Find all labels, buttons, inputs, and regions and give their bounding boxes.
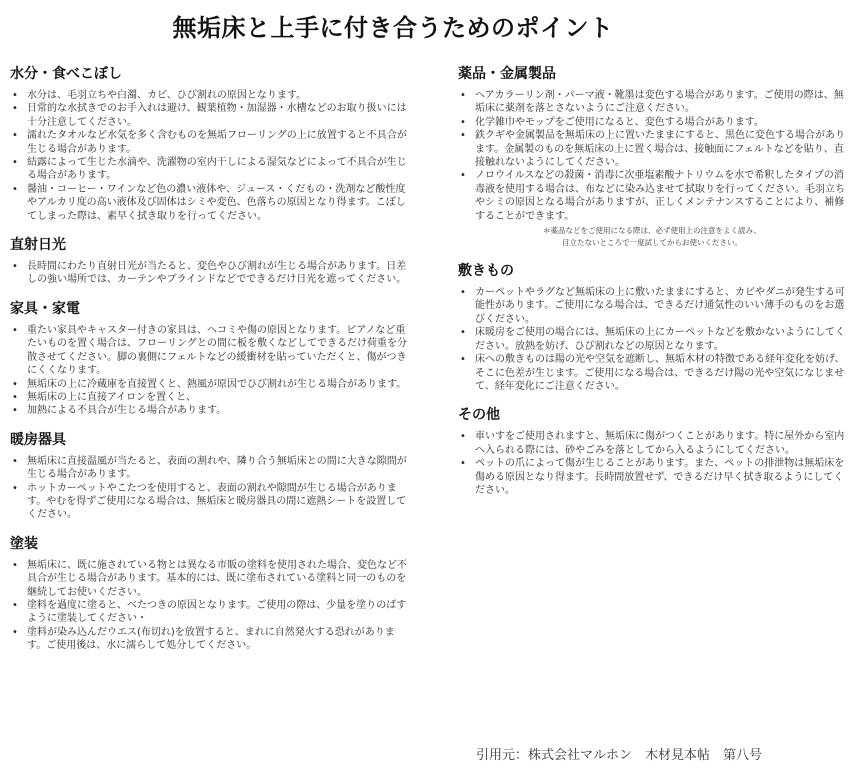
list-item-text: 醤油・コーヒー・ワインなど色の濃い液体や、ジュース・くだもの・洗剤など酸性度やアルカリ度の高い液体及び固体はシミや変色、色落ちの原因となり得ます。こぼしてしまった際は、素早く拭き取りを行ってください。	[27, 183, 406, 222]
bullet-icon: •	[12, 324, 18, 336]
list-item-text: 無垢床の上に直接アイロンを置くと、	[27, 391, 197, 403]
section-title: 暖房器具	[10, 431, 66, 448]
bullet-icon: •	[460, 130, 466, 142]
section-title: 水分・食べこぼし	[10, 66, 122, 82]
list-item-text: カーペットやラグなど無垢床の上に敷いたままにすると、カビやダニが発生する可能性があります。ご使用になる場合は、できるだけ通気性のいい薄手のものをお選びください。	[475, 287, 845, 325]
list-item	[458, 430, 846, 457]
bullet-icon: •	[12, 157, 18, 169]
source-citation: 引用元：株式会社マルホン 木材見本帖 第八号	[476, 748, 763, 763]
list-item-text: 塗料が染み込んだウエス(布切れ)を放置すると、まれに自然発火する恐れがあります。ご使用後は、水に濡らして処分してください。	[27, 626, 395, 652]
list-item-text: 水分は、毛羽立ちや白濁、カビ、ひび割れの原因となります。	[27, 90, 307, 101]
list-item-text: 無垢床に、既に施されている物とは異なる市販の塗料を使用された場合、変色など不具合が生じる場合があります。基本的には、既に塗布されている塗料と同一のものを継続してお使いください。	[27, 559, 407, 598]
list-item	[10, 89, 410, 102]
bullet-list	[458, 430, 846, 497]
list-item	[10, 129, 410, 156]
section	[10, 66, 410, 223]
list-item-text: 重たい家具やキャスター付きの家具は、ヘコミや傷の原因となります。ピアノなど重たいものを置く場合は、フローリングとの間に板を敷くなどしてできるだけ荷重を分散させてください。脚の裏側にフェルトなどの緩衝材を貼っていただくと、傷がつきにくくなります。	[27, 324, 407, 377]
bullet-list	[10, 260, 410, 287]
list-item-text: ノロウイルスなどの殺菌・消毒に次亜塩素酸ナトリウムを水で希釈したタイプの消毒液を使用する場合は、布などに染み込ませて拭取りを行ってください。毛羽立ちやシミの原因となる場合がありますが、正しくメンテナンスすることにより、補修することができます。	[475, 170, 845, 222]
left-column	[10, 66, 410, 667]
list-item-text: 濡れたタオルなど水気を多く含むものを無垢フローリングの上に放置すると不具合が生じる場合があります。	[27, 130, 407, 155]
list-item	[458, 169, 846, 223]
list-item-text: 長時間にわたり直射日光が当たると、変色やひび割れが生じる場合があります。日差しの強い場所では、カーテンやブラインドなどでできるだけ日光を遮ってください。	[27, 261, 407, 286]
bullet-icon: •	[460, 116, 466, 128]
bullet-icon: •	[12, 183, 18, 195]
bullet-icon: •	[12, 391, 18, 403]
section-title: 敷きもの	[458, 263, 514, 280]
list-item-text: 結露によって生じた水滴や、洗濯物の室内干しによる湿気などによって不具合が生じる場合があります。	[27, 157, 407, 182]
list-item	[10, 378, 410, 391]
list-item	[10, 559, 410, 599]
section-title: 塗装	[10, 535, 38, 552]
section	[458, 407, 846, 497]
list-item-text: ホットカーペットやこたつを使用すると、表面の割れや隙間が生じる場合があります。やむを得ずご使用になる場合は、無垢床と暖房器具の間に遮熱シートを設置してください。	[27, 482, 407, 521]
list-item	[458, 326, 846, 353]
list-item	[458, 89, 846, 116]
list-item-text: 車いすをご使用されますと、無垢床に傷がつくことがあります。特に屋外から室内へ入られる際には、砂やごみを落としてから入るようにしてください。	[475, 431, 845, 456]
bullet-list	[458, 89, 846, 223]
bullet-list	[10, 89, 410, 223]
section-title: 薬品・金属製品	[458, 66, 556, 82]
bullet-icon: •	[460, 170, 466, 182]
section	[10, 301, 410, 418]
list-item-text: 日常的な水拭きでのお手入れは避け、観葉植物・加湿器・水槽などのお取り扱いには十分注意してください。	[27, 103, 407, 128]
list-item-text: 塗料を過度に塗ると、べたつきの原因となります。ご使用の際は、少量を塗りのばすように塗装してください・	[27, 599, 407, 625]
section-title: その他	[458, 407, 500, 424]
bullet-icon: •	[12, 599, 18, 611]
list-item-text: 床への敷きものは陽の光や空気を遮断し、無垢木材の特徴である経年変化を妨げ、そこに色差が生じます。ご使用になる場合は、できるだけ陽の光や空気になじませて、経年変化にご注意ください。	[475, 354, 845, 392]
bullet-icon: •	[12, 103, 18, 115]
bullet-icon: •	[12, 482, 18, 494]
right-column	[458, 66, 846, 511]
bullet-icon: •	[12, 405, 18, 417]
list-item	[458, 116, 846, 129]
section	[458, 66, 846, 249]
list-item-text: 加熱による不具合が生じる場合があります。	[27, 405, 227, 417]
caution-note-line: 目立たないところで一度試してからお使いください。	[562, 238, 742, 248]
section-title: 直射日光	[10, 237, 66, 254]
bullet-icon: •	[12, 455, 18, 467]
list-item	[458, 286, 846, 326]
bullet-list	[10, 559, 410, 653]
list-item	[10, 599, 410, 626]
page-title: 無垢床と上手に付き合うためのポイント	[172, 14, 614, 42]
bullet-icon: •	[12, 261, 18, 273]
bullet-icon: •	[12, 626, 18, 638]
section	[10, 536, 410, 653]
list-item-text: ペットの爪によって傷が生じることがあります。また、ペットの排泄物は無垢床を傷める原因となり得ます。長時間放置せず、できるだけ早く拭き取るようにしてください。	[475, 458, 845, 496]
bullet-icon: •	[460, 90, 466, 101]
list-item	[10, 404, 410, 417]
list-item-text: ヘアカラーリン剤・パーマ液・靴墨は変色する場合があります。ご使用の際は、無垢床に薬剤を落とさないようにご注意ください。	[475, 90, 844, 115]
section	[10, 432, 410, 522]
bullet-icon: •	[12, 130, 18, 142]
caution-note-line: ＊薬品などをご使用になる際は、必ず使用上の注意をよく読み、	[543, 226, 761, 236]
bullet-icon: •	[460, 354, 466, 366]
bullet-icon: •	[12, 90, 18, 101]
section	[10, 237, 410, 287]
list-item	[10, 156, 410, 183]
list-item	[10, 324, 410, 378]
list-item	[10, 391, 410, 404]
list-item-text: 無垢床に直接温風が当たると、表面の割れや、隣り合う無垢床との間に大きな隙間が生じる場合があります。	[27, 455, 407, 481]
bullet-icon: •	[460, 431, 466, 443]
bullet-icon: •	[12, 559, 18, 571]
bullet-icon: •	[460, 287, 466, 299]
section-title: 家具・家電	[10, 300, 80, 317]
bullet-list	[10, 324, 410, 418]
list-item	[10, 626, 410, 653]
caution-note	[458, 225, 846, 249]
bullet-icon: •	[460, 327, 466, 339]
list-item	[10, 260, 410, 287]
list-item-text: 鉄クギや金属製品を無垢床の上に置いたままにすると、黒色に変色する場合があります。金属製のものを無垢床の上に置く場合は、接触面にフェルトなどを貼り、直接触れないようにしてください。	[475, 130, 845, 169]
list-item	[458, 457, 846, 497]
list-item-text: 化学雑巾やモップをご使用になると、変色する場合があります。	[475, 116, 764, 128]
bullet-icon: •	[12, 378, 18, 390]
list-item	[10, 455, 410, 482]
list-item-text: 床暖房をご使用の場合には、無垢床の上にカーペットなどを敷かないようにしてください。放熱を妨げ、ひび割れなどの原因となります。	[475, 327, 845, 352]
section	[458, 263, 846, 393]
list-item	[458, 353, 846, 393]
list-item	[10, 102, 410, 129]
list-item-text: 無垢床の上に冷蔵庫を直接置くと、熱風が原因でひび割れが生じる場合があります。	[27, 378, 407, 390]
list-item	[458, 129, 846, 169]
bullet-list	[10, 455, 410, 522]
bullet-icon: •	[460, 458, 466, 470]
list-item	[10, 183, 410, 223]
bullet-list	[458, 286, 846, 393]
list-item	[10, 482, 410, 522]
